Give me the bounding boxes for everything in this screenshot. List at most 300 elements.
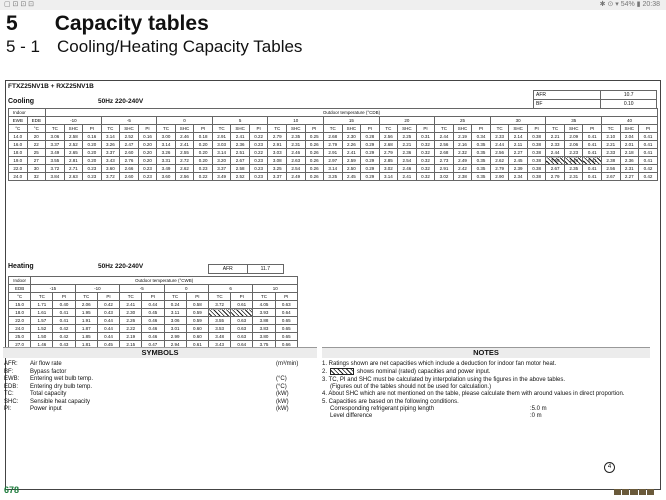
value-cell: 0.41 — [583, 133, 602, 141]
status-bar — [0, 0, 666, 10]
sub-header: TC — [164, 293, 186, 301]
table-row — [9, 133, 658, 141]
value-cell: 2.47 — [120, 141, 139, 149]
value-cell: 2.68 — [435, 149, 454, 157]
value-cell: 2.54 — [286, 165, 305, 173]
symbol-unit: (m³/min) — [276, 361, 299, 367]
capacity-sheet — [5, 80, 661, 490]
sub-header: TC — [101, 125, 120, 133]
value-cell: 3.72 — [46, 165, 65, 173]
symbol-description: Entering dry bulb temp. — [30, 383, 93, 390]
value-cell: 0.41 — [639, 157, 658, 165]
sub-header: PI — [361, 125, 380, 133]
value-cell: 0.28 — [361, 133, 380, 141]
value-cell: 1.85 — [75, 333, 97, 341]
outdoor-header: Outdoor temperature (°CWB) — [31, 277, 298, 285]
sub-header: PI — [231, 293, 253, 301]
temp-header: 10 — [253, 285, 298, 293]
temp-header: -15 — [31, 285, 75, 293]
value-cell: 2.72 — [175, 157, 194, 165]
value-cell: 0.38 — [527, 157, 546, 165]
value-cell: 2.30 — [120, 309, 142, 317]
value-cell: 0.42 — [639, 173, 658, 181]
sub-header: SHC — [231, 125, 250, 133]
value-cell: 0.41 — [583, 173, 602, 181]
value-cell: 2.15 — [120, 341, 142, 349]
value-cell: 0.31 — [416, 133, 435, 141]
section-title: 5 Capacity tables — [6, 12, 209, 35]
symbol-key: EWB: — [4, 376, 20, 382]
value-cell: 3.02 — [379, 165, 398, 173]
indoor-header: Indoor — [9, 277, 31, 285]
ewb-cell: 19.0 — [9, 157, 28, 165]
value-cell: 0.20 — [138, 157, 157, 165]
value-cell: 0.29 — [361, 149, 380, 157]
value-cell: 2.91 — [268, 141, 287, 149]
value-cell: 0.35 — [472, 157, 491, 165]
symbol-description: Bypass factor — [30, 368, 67, 375]
value-cell: 0.42 — [53, 333, 75, 341]
sub-header: TC — [268, 125, 287, 133]
value-cell: 2.34 — [509, 173, 528, 181]
value-cell: 2.67 — [546, 165, 565, 173]
value-cell: 2.36 — [620, 157, 639, 165]
value-cell: 2.01 — [620, 141, 639, 149]
value-cell: 3.37 — [268, 173, 287, 181]
sub-header: SHC — [64, 125, 83, 133]
value-cell: 0.64 — [231, 341, 253, 349]
value-cell: 0.38 — [527, 133, 546, 141]
value-cell: 3.37 — [101, 149, 120, 157]
value-cell: 1.61 — [31, 309, 53, 317]
value-cell: 0.59 — [186, 317, 208, 325]
value-cell: 3.14 — [212, 149, 231, 157]
value-cell: 2.73 — [435, 157, 454, 165]
value-cell: 2.58 — [64, 133, 83, 141]
value-cell: 2.60 — [120, 173, 139, 181]
ewb-cell: 14.0 — [9, 133, 28, 141]
symbol-unit: (°C) — [276, 376, 287, 382]
note-2: 2. shows nominal (rated) capacities and power input. — [322, 369, 491, 376]
value-cell: 0.29 — [361, 165, 380, 173]
value-cell: 2.50 — [546, 157, 565, 165]
value-cell: 2.33 — [546, 141, 565, 149]
value-cell: 2.79 — [379, 149, 398, 157]
value-cell: 3.37 — [46, 141, 65, 149]
value-cell: 2.91 — [324, 149, 343, 157]
value-cell: 2.16 — [453, 141, 472, 149]
value-cell: 0.22 — [249, 133, 268, 141]
value-cell: 2.79 — [268, 133, 287, 141]
value-cell: 0.26 — [305, 173, 324, 181]
symbol-key: BF: — [4, 368, 14, 375]
value-cell: 2.41 — [398, 173, 417, 181]
value-cell: 0.29 — [361, 157, 380, 165]
value-cell: 2.36 — [231, 141, 250, 149]
temp-header: 25 — [435, 117, 491, 125]
note-1: 1. Ratings shown are net capacities which include a deduction for indoor fan motor heat. — [322, 361, 557, 367]
temp-header: 0 — [164, 285, 208, 293]
value-cell: 3.01 — [164, 325, 186, 333]
value-cell — [231, 309, 253, 317]
value-cell: 0.32 — [416, 157, 435, 165]
value-cell: 0.32 — [416, 149, 435, 157]
table-row — [9, 149, 658, 157]
edb-cell: 20 — [27, 133, 46, 141]
temp-header: 5 — [212, 117, 268, 125]
value-cell: 2.62 — [175, 165, 194, 173]
temp-header: 0 — [157, 117, 213, 125]
value-cell: 0.42 — [53, 325, 75, 333]
value-cell: 0.23 — [83, 173, 102, 181]
value-cell: 2.46 — [398, 165, 417, 173]
value-cell: 0.20 — [194, 149, 213, 157]
table-row — [9, 301, 298, 309]
value-cell: 3.00 — [157, 133, 176, 141]
value-cell: 2.63 — [286, 157, 305, 165]
temp-header: -5 — [101, 117, 157, 125]
value-cell: 0.23 — [194, 165, 213, 173]
sub-header: SHC — [398, 125, 417, 133]
value-cell: 2.79 — [546, 173, 565, 181]
symbol-description: Sensible heat capacity — [30, 398, 91, 405]
value-cell: 2.19 — [120, 333, 142, 341]
table-row — [9, 165, 658, 173]
note-3: 3. TC, PI and SHC must be calculated by interpolation using the figures in the above tables. — [322, 376, 566, 383]
subsection-title: 5 - 1 Cooling/Heating Capacity Tables — [6, 37, 303, 56]
sub-header: PI — [416, 125, 435, 133]
value-cell: 2.06 — [564, 141, 583, 149]
temp-header: 20 — [379, 117, 435, 125]
value-cell: 3.43 — [101, 157, 120, 165]
value-cell: 0.20 — [83, 157, 102, 165]
sub-header: SHC — [453, 125, 472, 133]
value-cell: 2.97 — [324, 157, 343, 165]
table-row — [9, 141, 658, 149]
value-cell: 0.29 — [361, 173, 380, 181]
value-cell: 3.80 — [253, 333, 275, 341]
sub-header: PI — [639, 125, 658, 133]
value-cell: 3.14 — [157, 141, 176, 149]
temp-header: -10 — [46, 117, 102, 125]
symbol-key: SHC: — [4, 398, 19, 405]
symbols-header: SYMBOLS — [3, 347, 317, 358]
value-cell: 2.52 — [64, 141, 83, 149]
value-cell: 0.63 — [275, 301, 297, 309]
edb-cell: 22 — [27, 141, 46, 149]
sub-header: TC — [602, 125, 621, 133]
notes-header: NOTES — [322, 347, 650, 358]
value-cell: 3.26 — [157, 149, 176, 157]
condition-level: Level difference :0 m — [330, 413, 542, 420]
value-cell: 2.30 — [342, 133, 361, 141]
value-cell: 2.42 — [453, 165, 472, 173]
value-cell: 2.65 — [64, 149, 83, 157]
value-cell: 2.41 — [231, 133, 250, 141]
value-cell: 2.44 — [435, 133, 454, 141]
edb-cell: 27.0 — [9, 341, 31, 349]
value-cell: 2.33 — [490, 133, 509, 141]
unit-cell: °C — [9, 125, 28, 133]
temp-header: 10 — [268, 117, 324, 125]
value-cell: 2.19 — [453, 133, 472, 141]
value-cell: 0.32 — [416, 173, 435, 181]
value-cell: 1.95 — [75, 309, 97, 317]
table-row — [9, 325, 298, 333]
value-cell: 2.45 — [342, 173, 361, 181]
sub-header: PI — [138, 125, 157, 133]
value-cell: 0.41 — [583, 157, 602, 165]
table-row — [9, 173, 658, 181]
value-cell: 2.66 — [120, 165, 139, 173]
value-cell: 2.44 — [546, 149, 565, 157]
ewb-cell: 22.0 — [9, 165, 28, 173]
hatch-legend-icon — [330, 368, 354, 375]
symbol-unit: (kW) — [276, 406, 289, 412]
ewb-cell: 24.0 — [9, 173, 28, 181]
value-cell: 0.44 — [97, 317, 119, 325]
edb-cell: 27 — [27, 157, 46, 165]
value-cell: 3.60 — [101, 165, 120, 173]
edb-header: EDB — [27, 117, 46, 125]
value-cell: 2.56 — [602, 165, 621, 173]
value-cell — [208, 309, 230, 317]
sub-header: PI — [472, 125, 491, 133]
value-cell: 0.26 — [305, 165, 324, 173]
value-cell: 2.76 — [120, 157, 139, 165]
value-cell: 2.35 — [286, 133, 305, 141]
value-cell: 2.67 — [602, 173, 621, 181]
value-cell: 0.25 — [305, 133, 324, 141]
value-cell: 2.56 — [175, 173, 194, 181]
value-cell: 3.03 — [268, 149, 287, 157]
value-cell: 3.53 — [208, 325, 230, 333]
value-cell: 0.23 — [249, 141, 268, 149]
value-cell: 0.58 — [186, 301, 208, 309]
value-cell: 2.04 — [620, 133, 639, 141]
value-cell: 0.24 — [164, 301, 186, 309]
symbol-unit — [276, 369, 316, 377]
value-cell: 3.60 — [157, 173, 176, 181]
symbol-key: TC: — [4, 391, 14, 397]
value-cell: 2.11 — [509, 141, 528, 149]
value-cell: 3.72 — [101, 173, 120, 181]
value-cell: 2.90 — [490, 173, 509, 181]
value-cell: 2.49 — [286, 173, 305, 181]
value-cell: 3.72 — [208, 301, 230, 309]
temp-header: 30 — [490, 117, 546, 125]
value-cell: 0.46 — [142, 317, 164, 325]
sub-header: PI — [83, 125, 102, 133]
model-name: FTXZ25NV1B + RXZ25NV1B — [8, 83, 94, 90]
sub-header: TC — [157, 125, 176, 133]
value-cell: 0.63 — [231, 325, 253, 333]
value-cell: 0.23 — [138, 165, 157, 173]
sub-header: SHC — [620, 125, 639, 133]
value-cell: 0.38 — [527, 165, 546, 173]
value-cell: 3.06 — [46, 133, 65, 141]
note-5: 5. Capacities are based on the following conditions. — [322, 398, 459, 405]
edb-cell: 24.0 — [9, 325, 31, 333]
value-cell: 0.20 — [138, 149, 157, 157]
value-cell: 2.38 — [453, 173, 472, 181]
ewb-header: EWB — [9, 117, 28, 125]
value-cell: 0.42 — [639, 165, 658, 173]
ewb-cell: 18.0 — [9, 149, 28, 157]
sub-header: PI — [53, 293, 75, 301]
value-cell: 2.46 — [286, 149, 305, 157]
sub-header: TC — [75, 293, 97, 301]
table-row — [9, 317, 298, 325]
value-cell: 2.39 — [509, 165, 528, 173]
value-cell: 2.60 — [120, 149, 139, 157]
symbol-key: EDB: — [4, 383, 19, 390]
value-cell: 0.43 — [97, 309, 119, 317]
value-cell: 3.14 — [379, 173, 398, 181]
value-cell: 2.38 — [602, 157, 621, 165]
symbol-description: Entering wet bulb temp. — [30, 376, 94, 382]
value-cell: 2.41 — [120, 301, 142, 309]
sub-header: TC — [31, 293, 53, 301]
value-cell: 0.26 — [305, 149, 324, 157]
sub-header: SHC — [342, 125, 361, 133]
cooling-title: Cooling — [8, 98, 35, 105]
sub-header: TC — [379, 125, 398, 133]
sub-header: SHC — [564, 125, 583, 133]
value-cell: 0.23 — [138, 173, 157, 181]
value-cell: 0.20 — [83, 141, 102, 149]
sub-header: PI — [186, 293, 208, 301]
value-cell: 0.38 — [527, 173, 546, 181]
symbol-item — [4, 384, 316, 392]
value-cell: 3.26 — [101, 141, 120, 149]
heating-capacity-table — [8, 276, 298, 349]
indoor-header: Indoor — [9, 109, 46, 117]
value-cell: 2.79 — [490, 165, 509, 173]
value-cell: 0.22 — [194, 173, 213, 181]
value-cell: 0.23 — [249, 157, 268, 165]
value-cell: 2.18 — [620, 149, 639, 157]
value-cell: 0.20 — [194, 157, 213, 165]
value-cell: 2.94 — [164, 341, 186, 349]
value-cell: 2.56 — [490, 149, 509, 157]
value-cell: 0.61 — [186, 341, 208, 349]
value-cell: 2.40 — [564, 157, 583, 165]
unit-cell: °C — [9, 293, 31, 301]
value-cell: 0.41 — [53, 317, 75, 325]
heating-supply: 50Hz 220-240V — [98, 263, 144, 270]
value-cell: 2.50 — [342, 165, 361, 173]
value-cell: 0.35 — [472, 165, 491, 173]
value-cell: 1.71 — [31, 301, 53, 309]
value-cell: 2.23 — [564, 149, 583, 157]
sub-header: TC — [546, 125, 565, 133]
heating-afr-table: AFR 11.7 — [208, 264, 284, 274]
value-cell: 0.16 — [83, 133, 102, 141]
symbol-key: AFR: — [4, 361, 18, 367]
value-cell: 0.63 — [231, 317, 253, 325]
value-cell: 0.47 — [142, 341, 164, 349]
value-cell: 0.41 — [639, 141, 658, 149]
value-cell: 2.91 — [435, 165, 454, 173]
value-cell: 2.35 — [564, 165, 583, 173]
sub-header: PI — [305, 125, 324, 133]
value-cell: 2.10 — [602, 133, 621, 141]
value-cell: 2.41 — [342, 149, 361, 157]
value-cell: 2.55 — [175, 149, 194, 157]
edb-cell: 30 — [27, 165, 46, 173]
value-cell: 0.41 — [53, 309, 75, 317]
temp-header: 15 — [324, 117, 380, 125]
value-cell: 2.85 — [379, 157, 398, 165]
value-cell: 2.59 — [342, 157, 361, 165]
value-cell: 2.32 — [453, 149, 472, 157]
temp-header: -5 — [120, 285, 164, 293]
value-cell: 0.46 — [142, 325, 164, 333]
value-cell: 0.32 — [416, 141, 435, 149]
value-cell: 1.57 — [31, 317, 53, 325]
value-cell: 2.44 — [490, 141, 509, 149]
value-cell: 3.08 — [268, 157, 287, 165]
status-icons-right: ✱ ⊙ ▾ 54% ▮ 20:38 — [599, 1, 660, 8]
value-cell: 0.45 — [97, 341, 119, 349]
symbol-description: Total capacity — [30, 391, 67, 397]
value-cell: 3.49 — [157, 165, 176, 173]
symbol-key: PI: — [4, 406, 12, 412]
temp-header: 35 — [546, 117, 602, 125]
symbol-item — [4, 361, 316, 369]
value-cell: 2.26 — [120, 317, 142, 325]
symbol-item — [4, 369, 316, 377]
sub-header: TC — [212, 125, 231, 133]
value-cell: 2.21 — [546, 133, 565, 141]
value-cell: 2.71 — [64, 165, 83, 173]
value-cell: 3.83 — [253, 325, 275, 333]
value-cell: 0.35 — [472, 149, 491, 157]
value-cell: 0.23 — [249, 173, 268, 181]
value-cell: 2.27 — [620, 173, 639, 181]
value-cell: 2.52 — [120, 133, 139, 141]
table-row — [9, 309, 298, 317]
edb-cell: 32 — [27, 173, 46, 181]
value-cell: 2.14 — [509, 133, 528, 141]
value-cell: 0.44 — [97, 333, 119, 341]
sub-header: SHC — [120, 125, 139, 133]
value-cell: 1.81 — [75, 341, 97, 349]
symbol-item — [4, 376, 316, 384]
value-cell: 0.41 — [639, 149, 658, 157]
value-cell: 3.14 — [101, 133, 120, 141]
value-cell: 1.46 — [31, 341, 53, 349]
value-cell: 0.41 — [639, 133, 658, 141]
table-row — [9, 333, 298, 341]
value-cell: 2.54 — [398, 157, 417, 165]
value-cell: 3.88 — [253, 317, 275, 325]
value-cell: 2.36 — [398, 149, 417, 157]
temp-header: 40 — [602, 117, 658, 125]
value-cell: 2.31 — [620, 165, 639, 173]
value-cell: 0.20 — [138, 141, 157, 149]
value-cell: 0.23 — [83, 165, 102, 173]
value-cell: 2.25 — [398, 133, 417, 141]
value-cell: 3.49 — [212, 173, 231, 181]
value-cell: 2.45 — [509, 157, 528, 165]
value-cell: 0.44 — [97, 325, 119, 333]
edb-header: EDB — [9, 285, 31, 293]
value-cell: 3.31 — [157, 157, 176, 165]
temp-header: 6 — [208, 285, 252, 293]
value-cell: 3.93 — [253, 309, 275, 317]
